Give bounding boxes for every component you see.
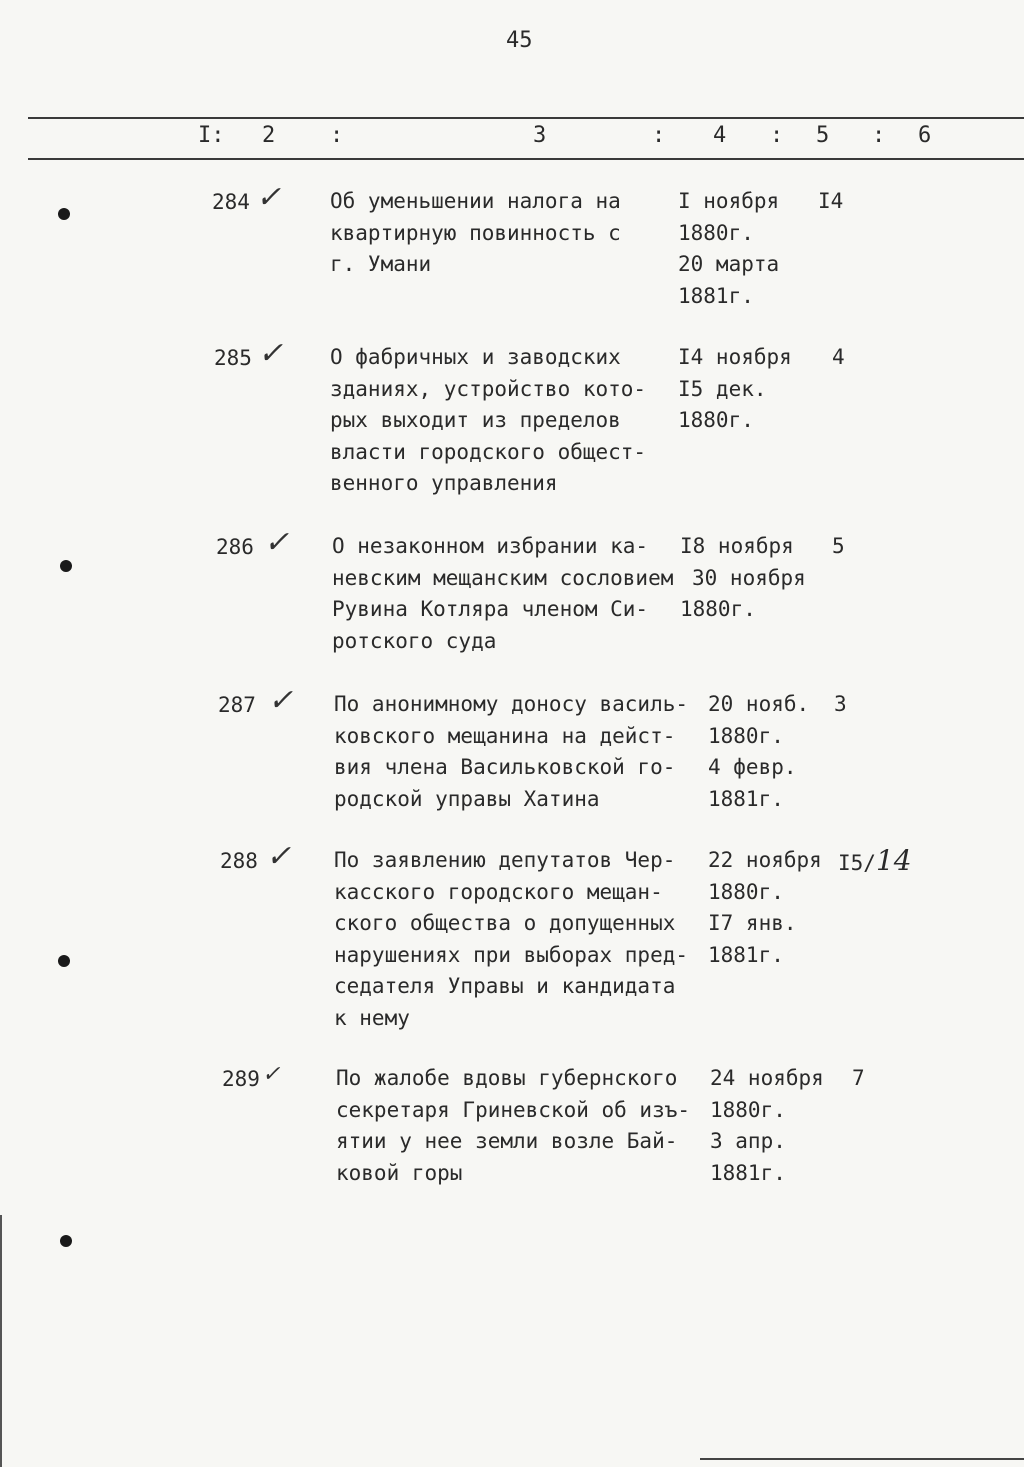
header-top-rule — [28, 117, 1024, 119]
check-mark-icon: ✓ — [268, 683, 294, 718]
bottom-rule — [700, 1458, 1024, 1460]
header-col-3: 3 — [533, 123, 547, 148]
record-dates: 22 ноября 1880г. I7 янв. 1881г. — [708, 848, 822, 967]
header-col-1: I: — [198, 123, 225, 148]
record-title: О незаконном избрании ка- невским мещанским сословием Рувина Котляра членом Си- ротского суда — [332, 534, 674, 653]
record-dates: 24 ноября 1880г. 3 апр. 1881г. — [710, 1066, 824, 1185]
check-mark-icon: ✓ — [258, 336, 284, 371]
record-sheets: 3 — [834, 692, 847, 716]
record-title: По жалобе вдовы губернского секретаря Гриневской об изъ- ятии у нее земли возле Бай- ковой горы — [336, 1066, 691, 1185]
binding-hole — [60, 1235, 72, 1247]
check-mark-icon: ✓ — [256, 180, 282, 215]
check-mark-icon: ✓ — [262, 1062, 281, 1087]
binding-hole — [58, 208, 70, 220]
record-sheets: 7 — [852, 1066, 865, 1090]
header-bottom-rule — [28, 158, 1024, 160]
record-sheets: 5 — [832, 534, 845, 558]
header-col-6: 6 — [918, 123, 932, 148]
header-sep-1: : — [330, 123, 344, 148]
record-number: 284 — [212, 190, 250, 214]
header-col-5: 5 — [816, 123, 830, 148]
record-number: 287 — [218, 693, 256, 717]
record-dates: I ноября 1880г. 20 марта 1881г. — [678, 189, 780, 308]
record-title: По заявлению депутатов Чер- касского городского мещан- ского общества о допущенных нарушениях при выборах пред- седателя Управы и кандидата к нему — [334, 848, 689, 1030]
header-col-2: 2 — [262, 123, 276, 148]
record-sheets: 4 — [832, 345, 845, 369]
record-title: О фабричных и заводских зданиях, устройство кото- рых выходит из пределов власти городского общест- венного управления — [330, 345, 647, 495]
check-mark-icon: ✓ — [266, 839, 292, 874]
handwritten-sheet-correction: 14 — [875, 844, 912, 877]
record-dates: 20 нояб. 1880г. 4 февр. 1881г. — [708, 692, 810, 811]
record-title: По анонимному доносу василь- ковского мещанина на дейст- вия члена Васильковской го- родской управы Хатина — [334, 692, 689, 811]
binding-hole — [58, 955, 70, 967]
check-mark-icon: ✓ — [264, 525, 290, 560]
page-number: 45 — [506, 28, 533, 53]
record-number: 289 — [222, 1067, 260, 1091]
binding-edge — [0, 1215, 2, 1467]
record-number: 285 — [214, 346, 252, 370]
binding-hole — [60, 560, 72, 572]
header-sep-4: : — [872, 123, 886, 148]
record-number: 288 — [220, 849, 258, 873]
header-sep-3: : — [770, 123, 784, 148]
record-sheets: I4 — [818, 189, 844, 213]
record-dates: I4 ноября I5 дек. 1880г. — [678, 345, 792, 432]
record-dates: I8 ноября 30 ноября 1880г. — [680, 534, 806, 621]
record-sheets: I5/14 — [838, 844, 912, 877]
record-title: Об уменьшении налога на квартирную повинность с г. Умани — [330, 189, 621, 276]
header-sep-2: : — [652, 123, 666, 148]
header-col-4: 4 — [713, 123, 727, 148]
record-number: 286 — [216, 535, 254, 559]
